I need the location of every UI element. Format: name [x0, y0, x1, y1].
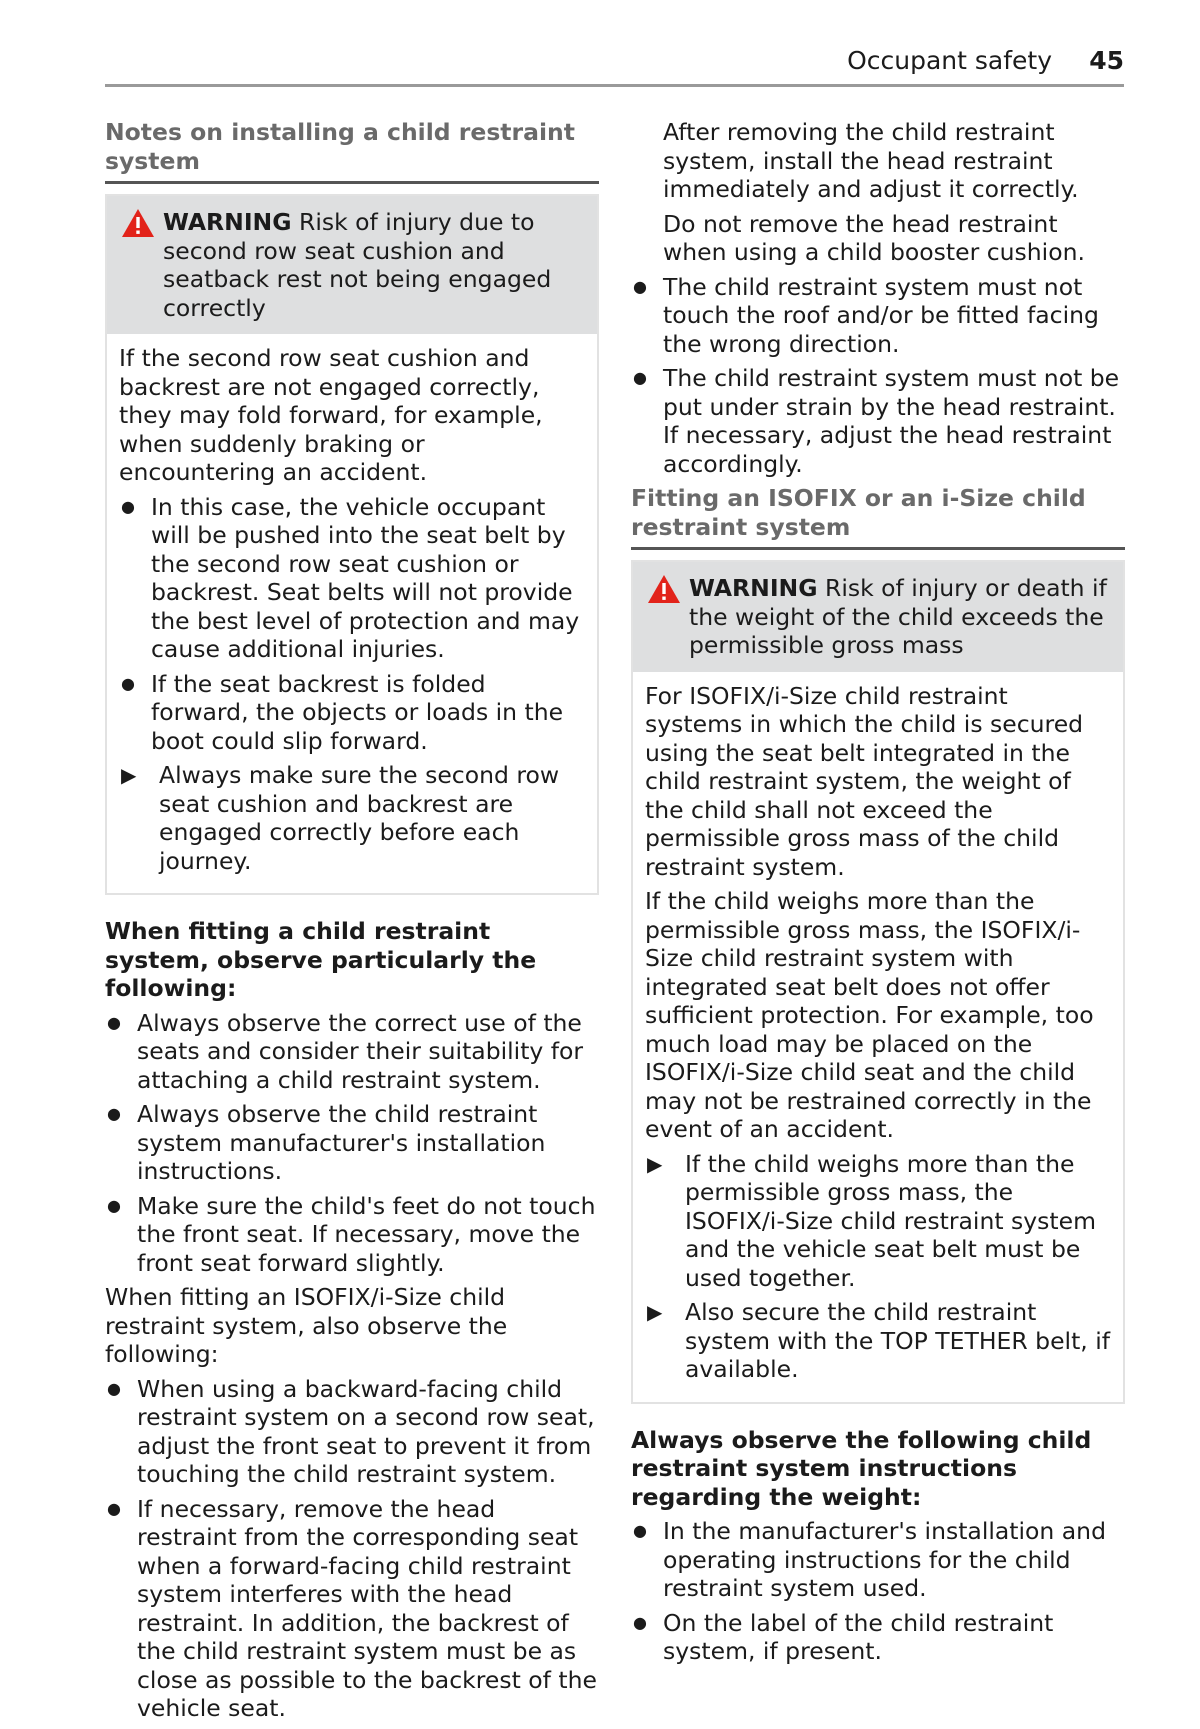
list-item: ● When using a backward-facing child restraint system on a second row seat, adjust the front seat to prevent it from touching the child restraint system. — [105, 1375, 599, 1489]
warning-header — [633, 562, 1123, 672]
list-item: ● The child restraint system must not be put under strain by the head restraint. If necessary, adjust the head restraint accordingly. — [631, 364, 1125, 478]
warning-header — [107, 196, 597, 334]
list-item: ● In the manufacturer's installation and operating instructions for the child restraint system used. — [631, 1517, 1125, 1603]
warning-text: If the second row seat cushion and backrest are not engaged correctly, they may fold forward, for example, when suddenly braking or encountering an accident. — [119, 344, 543, 486]
action-item: ▶ Also secure the child restraint system with the TOP TETHER belt, if available. — [645, 1298, 1111, 1384]
warning-label: WARNING — [689, 574, 818, 602]
page-header — [105, 40, 1124, 87]
isofix-intro: When fitting an ISOFIX/i-Size child restraint system, also observe the following: — [105, 1283, 508, 1368]
warning-bullet-list — [119, 493, 585, 876]
weight-heading: Always observe the following child restraint system instructions regarding the weight: — [631, 1425, 1092, 1511]
warning-label: WARNING — [163, 208, 292, 236]
section-title: Occupant safety — [847, 46, 1052, 75]
warning-title: Risk of injury or death if the weight of the child exceeds the permissible gross mass — [689, 574, 1107, 659]
warning-triangle-icon — [121, 208, 155, 238]
warning-action-list — [645, 1150, 1111, 1384]
warning-title: Risk of injury due to second row seat cushion and seatback rest not being engaged correctly — [163, 208, 552, 322]
fitting-bullet-list — [105, 1009, 599, 1278]
left-column — [105, 118, 599, 1729]
list-item: ● If the seat backrest is folded forward, the objects or loads in the boot could slip forward. — [119, 670, 585, 756]
action-item: ▶ Always make sure the second row seat cushion and backrest are engaged correctly before each journey. — [119, 761, 585, 875]
action-item: ▶ If the child weighs more than the permissible gross mass, the ISOFIX/i-Size child restraint system and the vehicle seat belt must be used together. — [645, 1150, 1111, 1293]
warning-triangle-icon — [647, 574, 681, 604]
warning-text: If the child weighs more than the permissible gross mass, the ISOFIX/i-Size child restraint system with integrated seat belt does not offer sufficient protection. For example, too much load may be placed on the ISOFIX/i-Size child seat and the child may not be restrained correctly in the event of an accident. — [645, 887, 1094, 1143]
warning-body — [107, 334, 597, 893]
weight-bullet-list — [631, 1517, 1125, 1666]
list-item: ● Always observe the child restraint system manufacturer's installation instructions. — [105, 1100, 599, 1186]
list-item: ● The child restraint system must not touch the roof and/or be fitted facing the wrong direction. — [631, 273, 1125, 359]
list-item: ● On the label of the child restraint system, if present. — [631, 1609, 1125, 1666]
section-subheading: Notes on installing a child restraint system — [105, 118, 599, 184]
fitting-heading: When fitting a child restraint system, observe particularly the following: — [105, 917, 537, 1002]
warning-box — [105, 194, 599, 895]
warning-text: For ISOFIX/i-Size child restraint systems in which the child is secured using the seat belt integrated in the child restraint system, the weight of the child shall not exceed the permissible gross mass of the child restraint system. — [645, 681, 1084, 881]
isofix-bullet-list — [105, 1375, 599, 1723]
continued-text: After removing the child restraint system, install the head restraint immediately and adjust it correctly. — [663, 118, 1079, 203]
list-item: ● In this case, the vehicle occupant will be pushed into the seat belt by the second row seat cushion or backrest. Seat belts will not provide the best level of protection and may cause additional injuries. — [119, 493, 585, 664]
warning-body — [633, 672, 1123, 1402]
warning-box — [631, 560, 1125, 1404]
list-item: ● If necessary, remove the head restraint from the corresponding seat when a forward-facing child restraint system interferes with the head restraint. In addition, the backrest of the child restraint system must be as close as possible to the backrest of the vehicle seat. — [105, 1495, 599, 1723]
continued-text: Do not remove the head restraint when using a child booster cushion. — [663, 209, 1085, 266]
list-item: ● Make sure the child's feet do not touch the front seat. If necessary, move the front seat forward slightly. — [105, 1192, 599, 1278]
section-subheading: Fitting an ISOFIX or an i-Size child restraint system — [631, 484, 1125, 550]
right-column — [631, 118, 1125, 1672]
head-restraint-bullet-list — [631, 273, 1125, 479]
page-number: 45 — [1089, 46, 1124, 75]
list-item: ● Always observe the correct use of the seats and consider their suitability for attaching a child restraint system. — [105, 1009, 599, 1095]
